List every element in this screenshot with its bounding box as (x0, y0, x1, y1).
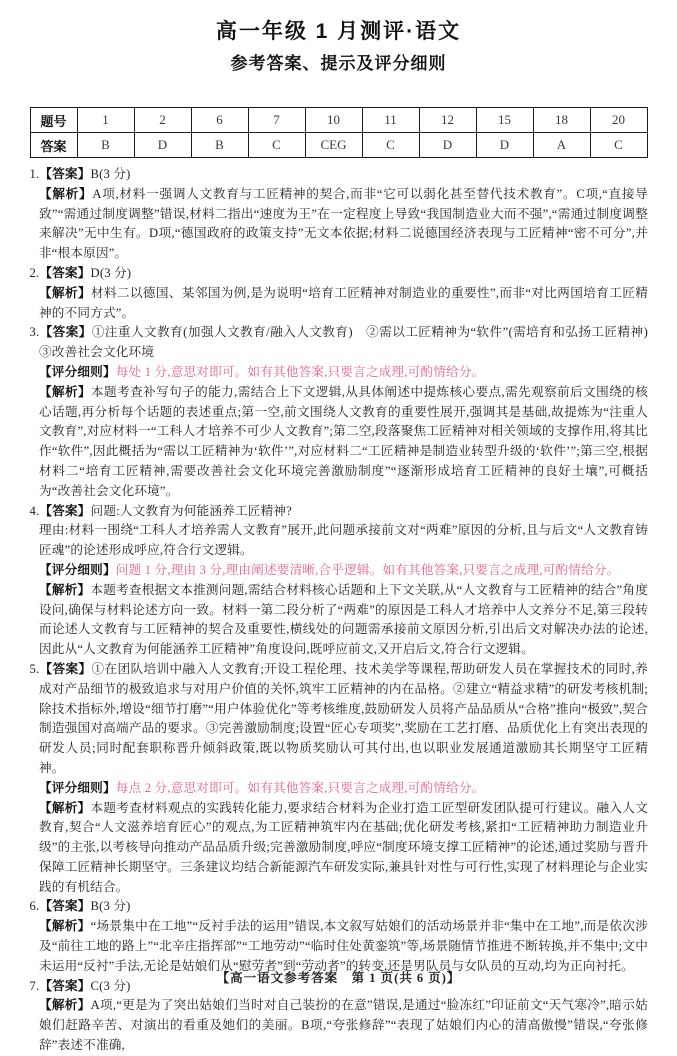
block-text: ①在团队培训中融入人文教育;开设工程伦理、技术美学等课程,帮助研发人员在掌握技术的同时,养成对产品细节的极致追求与对用户价值的关怀,筑牢工匠精神的内在品格。②建立“精益求精”的研发考核机制;除技术指标外,增设“细节打磨”“用户体验优化”等考核维度,鼓励研发人员将产品品质从“合格”推向“极致”,契合制造强国对高端产品的要求。③完善激励制度;设置“匠心专项奖”,奖励在工艺打磨、品质优化上有突出表现的研发人员;同时配套职称晋升倾斜政策,既以物质奖励认可其付出,也以职业发展通道激励其长期坚守工匠精神。 (39, 661, 648, 775)
block-label: 【答案】 (39, 899, 91, 914)
block-label: 【答案】 (39, 661, 92, 676)
answer-cell: A (533, 133, 590, 158)
answer-line (29, 323, 661, 363)
question-number-cell: 20 (590, 108, 647, 133)
block-text: ①注重人文教育(加强人文教育/融入人文教育) ②需以工匠精神为“软件”(需培育和弘扬工匠精神) ③改善社会文化环境 (39, 325, 661, 360)
block-label: 【评分细则】 (39, 562, 116, 577)
question-number-cell: 15 (476, 108, 533, 133)
section-number: 2. (29, 265, 40, 280)
answer-cell: B (191, 133, 248, 158)
analysis-line (39, 383, 648, 502)
block-text: B(3 分) (90, 899, 131, 914)
block-label: 【解析】 (39, 186, 93, 201)
answer-cell: C (248, 133, 305, 158)
answer-section-5 (29, 660, 648, 898)
block-text: 问题:人文教育为何能涵养工匠精神? (90, 503, 292, 518)
block-label: 【评分细则】 (39, 364, 116, 379)
page-subtitle: 参考答案、提示及评分细则 (230, 54, 447, 73)
rubric-text: 每处 1 分,意思对即可。如有其他答案,只要言之成理,可酌情给分。 (115, 364, 485, 379)
block-text: A项,“更是为了突出姑娘们当时对自己装扮的在意”错误,是通过“脸冻红”印证前文“天气寒冷”,暗示姑娘们赶路辛苦、对演出的看重及她们的美丽。B项,“夸张修辞”“表现了姑娘们内心的清高傲慢”错误,“夸张修辞”表述不准确, (39, 998, 648, 1053)
answer-section-7 (29, 977, 648, 1056)
block-label: 【评分细则】 (39, 780, 116, 795)
rubric-line (39, 779, 648, 799)
answer-section-2 (29, 264, 648, 323)
block-text: 本题考查根据文本推测问题,需结合材料核心话题和上下文关联,从“人文教育与工匠精神的结合”角度设问,确保与材料论述方向一致。材料一第二段分析了“两难”的原因是工科人才培养中人文养分不足,第三段转而论述人文教育与工匠精神的契合及重要性,横线处的问题需承接前文原因分析,引出后文对解决办法的论述,因此从“人文教育为何能涵养工匠精神”角度设问,既呼应前文,又开启后文,符合行文逻辑。 (39, 582, 648, 657)
block-label: 【解析】 (39, 384, 92, 399)
answer-line (29, 660, 648, 779)
page-footer: 【高一语文参考答案 第 1 页(共 6 页)】 (216, 971, 461, 985)
answer-line (29, 165, 648, 185)
block-text: A项,材料一强调人文教育与工匠精神的契合,而非“它可以弱化甚至替代技术教育”。C项,“直接导致”“需通过制度调整”错误,材料二指出“速度为王”在一定程度上导致“我国制造业大而不强”,“需通过制度调整来解决”无中生有。D项,“德国政府的政策支持”无文本依据;材料二说德国经济表现与工匠精神“密不可分”,并非“根本原因”。 (39, 186, 648, 261)
page-title: 高一年级 1 月测评·语文 (215, 20, 462, 43)
question-number-cell: 11 (362, 108, 419, 133)
question-number-cell: 18 (533, 108, 590, 133)
answer-cell: D (134, 133, 191, 158)
question-number-row (30, 108, 647, 133)
block-label: 【解析】 (39, 285, 91, 300)
block-label: 【答案】 (39, 167, 91, 181)
block-label: 【答案】 (39, 503, 91, 518)
answer-section-6 (29, 897, 648, 976)
block-text: 理由:材料一围绕“工科人才培养需人文教育”展开,此问题承接前文对“两难”原因的分析,且与后文“人文教育铸匠魂”的论述形成呼应,符合行文逻辑。 (39, 523, 648, 558)
answer-cell: C (362, 133, 419, 158)
block-text: C(3 分) (90, 978, 131, 993)
block-label: 【答案】 (39, 978, 91, 993)
block-text: 本题考查材料观点的实践转化能力,要求结合材料为企业打造工匠型研发团队提可行建议。融入人文教育,契合“人文滋养培育匠心”的观点,为工匠精神筑牢内在基础;优化研发考核,紧扣“工匠精神助力制造业升级”的主张,以考核导向推动产品品质升级;完善激励制度,呼应“制度环境支撑工匠精神”的论述,通过奖励与晋升保障工匠精神长期坚守。三条建议均结合新能源汽车研发实际,兼具针对性与可行性,实现了材料理论与企业实践的有机结合。 (39, 800, 648, 894)
section-number: 6. (29, 899, 40, 914)
answer-cell: B (77, 133, 134, 158)
analysis-line (39, 799, 648, 898)
answer-cell: D (476, 133, 533, 158)
question-number-cell: 7 (248, 108, 305, 133)
block-label: 【解析】 (39, 919, 91, 934)
answer-row (30, 133, 647, 158)
analysis-line (39, 996, 648, 1055)
block-text: “场景集中在工地”“反衬手法的运用”错误,本文叙写姑娘们的活动场景并非“集中在工地”,而是依次涉及“前往工地的路上”“北辛庄指挥部”“工地劳动”“临时住处黄銮筑”等,场景随情节推进不断转换,并不集中;文中未运用“反衬”手法,无论是姑娘们从“慰劳者”到“劳动者”的转变,还是男队员与女队员的互动,均为正向衬托。 (39, 919, 648, 973)
answer-cell: D (419, 133, 476, 158)
answer-line (29, 502, 648, 522)
analysis-line (39, 284, 648, 324)
question-number-header: 题号 (30, 108, 77, 133)
question-number-cell: 1 (77, 108, 134, 133)
analysis-line (39, 581, 648, 660)
rubric-text: 问题 1 分,理由 3 分,理由阐述要清晰,合乎逻辑。如有其他答案,只要言之成理,可酌情给分。 (115, 562, 620, 577)
rubric-line (39, 561, 648, 581)
question-number-cell: 10 (305, 108, 362, 133)
answers-body (29, 165, 661, 1056)
section-number: 7. (29, 978, 40, 993)
answer-section-4 (29, 502, 648, 660)
answer-header: 答案 (30, 133, 77, 158)
block-text: 材料二以德国、某邻国为例,是为说明“培育工匠精神对制造业的重要性”,而非“对比两国培育工匠精神的不同方式”。 (39, 285, 648, 320)
answer-cell: C (590, 133, 647, 158)
answer-cell: CEG (305, 133, 362, 158)
block-label: 【答案】 (39, 265, 91, 280)
block-label: 【解析】 (39, 800, 91, 815)
answer-key-table (30, 107, 648, 158)
answer-line (29, 264, 648, 284)
section-number: 4. (29, 503, 40, 518)
rubric-text: 每点 2 分,意思对即可。如有其他答案,只要言之成理,可酌情给分。 (115, 780, 485, 795)
block-label: 【解析】 (39, 998, 91, 1013)
answer-section-1 (29, 165, 648, 264)
rubric-line (39, 363, 648, 383)
block-text: D(3 分) (90, 265, 132, 280)
section-number: 1. (29, 167, 40, 181)
question-number-cell: 12 (419, 108, 476, 133)
block-label: 【解析】 (39, 582, 91, 597)
block-text: B(3 分) (90, 167, 131, 181)
question-number-cell: 6 (191, 108, 248, 133)
answer-line (29, 897, 648, 917)
answer-reason-line (39, 521, 648, 561)
block-text: 本题考查补写句子的能力,需结合上下文逻辑,从具体阐述中提炼核心要点,需先观察前后文围绕的核心话题,再分析每个话题的表述重点;第一空,前文围绕人文教育的重要性展开,强调其是基础,故提炼为“注重人文教育”,对应材料一“工科人才培养不可少人文教育”;第二空,段落聚焦工匠精神对相关领域的支撑作用,将其比作“软件”,因此概括为“需以工匠精神为‘软件’”,对应材料二“工匠精神是制造业转型升级的‘软件’”;第三空,根据材料二“培育工匠精神,需要改善社会文化环境完善激励制度”“逐渐形成培育工匠精神的良好土壤”,可概括为“改善社会文化环境”。 (39, 384, 648, 498)
section-number: 3. (29, 325, 40, 340)
section-number: 5. (29, 661, 40, 676)
answer-sheet-page (0, 15, 677, 1053)
answer-section-3 (29, 323, 661, 501)
question-number-cell: 2 (134, 108, 191, 133)
analysis-line (39, 185, 648, 264)
block-label: 【答案】 (39, 325, 92, 340)
